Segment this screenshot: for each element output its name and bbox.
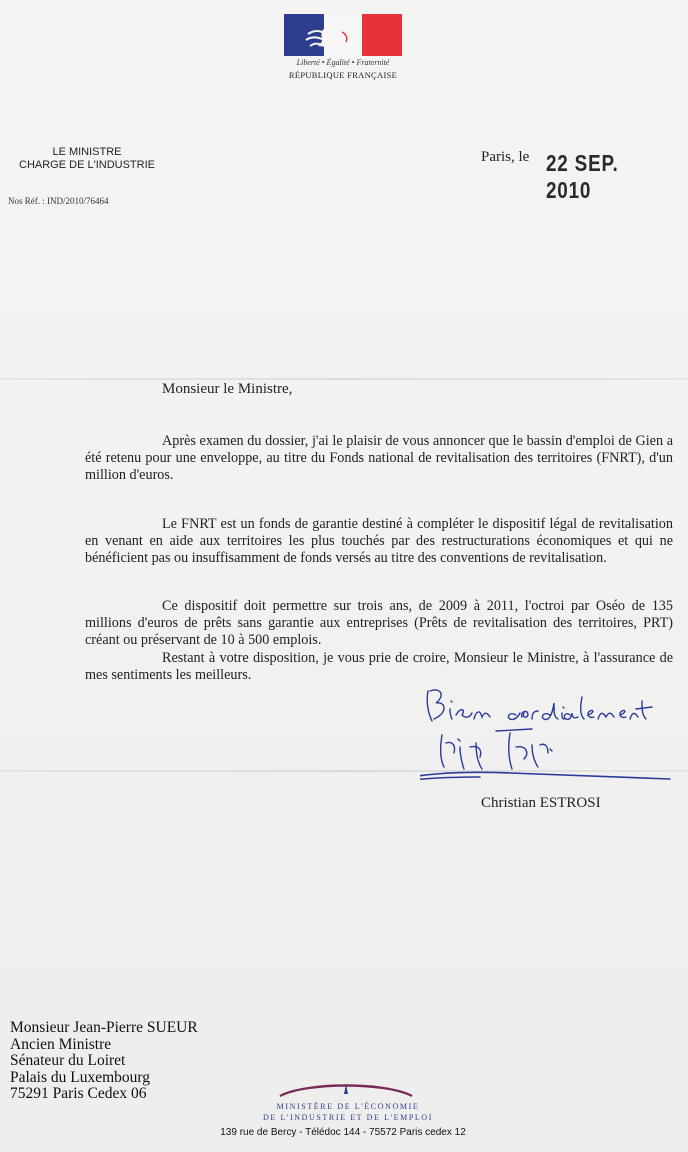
republic-name: RÉPUBLIQUE FRANÇAISE	[288, 70, 398, 80]
addressee-line: Ancien Ministre	[10, 1035, 112, 1053]
addressee-line: 75291 Paris Cedex 06	[10, 1085, 147, 1102]
ministry-logo-arc	[276, 1076, 416, 1098]
signatory-name: Christian ESTROSI	[481, 795, 601, 811]
reference-number: Nos Réf. : IND/2010/76464	[8, 196, 109, 206]
salutation: Monsieur le Ministre,	[162, 381, 293, 397]
ministry-address: 139 rue de Bercy - Télédoc 144 - 75572 Paris cedex 12	[220, 1127, 466, 1138]
marianne-profile-icon	[302, 20, 372, 54]
paragraph-4: Restant à votre disposition, je vous prie de croire, Monsieur le Ministre, à l'assurance de mes sentiments les meilleurs.	[85, 650, 673, 683]
ministry-name-line1: MINISTÈRE DE L'ÉCONOMIE	[276, 1102, 420, 1111]
paragraph-3: Ce dispositif doit permettre sur trois ans, de 2009 à 2011, l'octroi par Oséo de 135 millions d'euros de prêts sans garantie aux entreprises (Prêts de revitalisation des territoires, PRT) créant ou préservant de 10 à 500 emplois.	[85, 598, 673, 648]
paragraph-2: Le FNRT est un fonds de garantie destiné à compléter le dispositif légal de revitalisation en venant en aide aux territoires les plus touchés par des restructurations économiques et qui ne bénéficient pas ou insuffisamment de fonds versés au titre des conventions de revitalisation.	[85, 516, 673, 566]
minister-title-line1: LE MINISTRE	[52, 146, 122, 158]
paragraph-1: Après examen du dossier, j'ai le plaisir de vous annoncer que le bassin d'emploi de Gien a été retenu pour une enveloppe, au titre du Fonds national de revitalisation des territoires (FNRT), d'un million d'euros.	[85, 433, 673, 483]
ministry-name-line2: DE L'INDUSTRIE ET DE L'EMPLOI	[262, 1113, 433, 1122]
ministry-name	[218, 1101, 478, 1123]
addressee-line: Sénateur du Loiret	[10, 1052, 126, 1069]
marianne-logo	[284, 14, 402, 56]
handwritten-closing-and-signature	[420, 683, 678, 783]
addressee-line: Palais du Luxembourg	[10, 1068, 151, 1086]
place-label: Paris, le	[481, 149, 530, 165]
minister-title	[8, 146, 166, 172]
paper-fold-top	[0, 378, 688, 380]
date-stamp: 22 SEP. 2010	[546, 150, 619, 203]
republic-motto: Liberté • Égalité • Fraternité	[296, 58, 390, 67]
reverse-side-show-through	[80, 912, 680, 925]
minister-title-line2: CHARGE DE L'INDUSTRIE	[19, 159, 155, 171]
addressee-line: Monsieur Jean-Pierre SUEUR	[10, 1019, 198, 1036]
addressee-block	[10, 1020, 198, 1103]
